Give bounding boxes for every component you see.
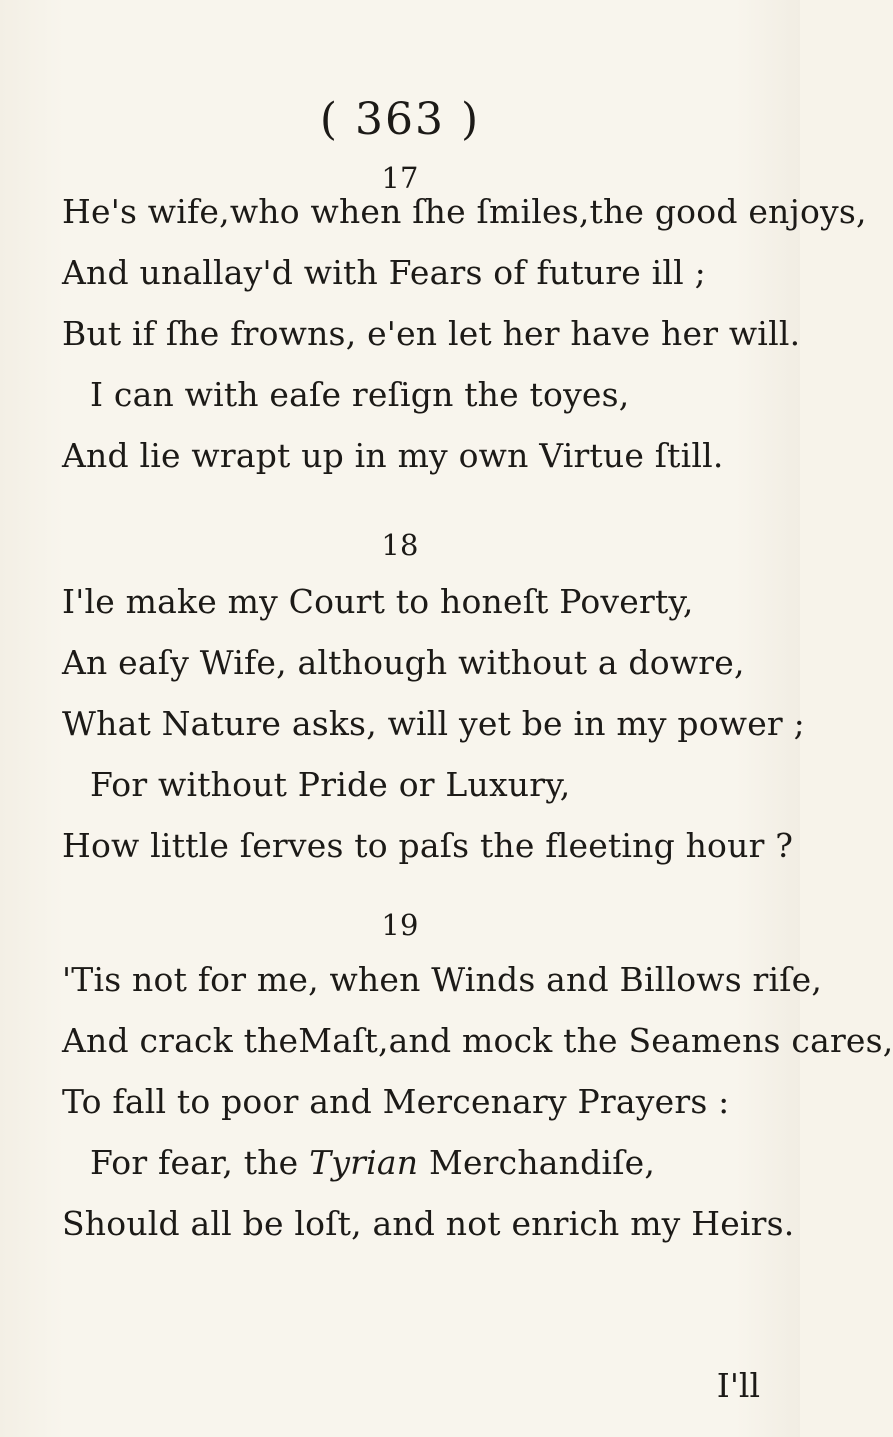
verse-line: And lie wrapt up in my own Virtue ſtill. (62, 436, 724, 475)
verse-line: I'le make my Court to honeſt Poverty, (62, 582, 694, 621)
verse-line: But if ſhe frowns, e'en let her have her will. (62, 314, 801, 353)
verse-line: And unallay'd with Fears of future ill ; (62, 253, 706, 292)
stanza-number: 17 (381, 161, 419, 195)
verse-line: To fall to poor and Mercenary Prayers : (62, 1082, 730, 1121)
catchword: I'll (716, 1366, 760, 1405)
italic-word: Tyrian (309, 1143, 419, 1182)
verse-line: How little ſerves to paſs the fleeting hour ? (62, 826, 794, 865)
stanza-number: 19 (381, 908, 419, 942)
verse-line: 'Tis not for me, when Winds and Billows riſe, (62, 960, 823, 999)
verse-line: What Nature asks, will yet be in my power ; (62, 704, 805, 743)
verse-line: Should all be loſt, and not enrich my Heirs. (62, 1204, 795, 1243)
verse-line: For without Pride or Luxury, (90, 765, 571, 804)
verse-line (90, 1143, 655, 1183)
verse-line: And crack theMaſt,and mock the Seamens cares, (62, 1021, 893, 1060)
verse-line-start: For fear, the (90, 1143, 299, 1182)
verse-line: I can with eaſe reſign the toyes, (90, 375, 630, 414)
verse-line-end: Merchandiſe, (428, 1143, 656, 1182)
stanza-number: 18 (381, 528, 419, 562)
verse-line: An eaſy Wife, although without a dowre, (62, 643, 745, 682)
verse-line: He's wife,who when ſhe ſmiles,the good enjoys, (62, 192, 867, 231)
page-number-header: ( 363 ) (319, 94, 481, 145)
